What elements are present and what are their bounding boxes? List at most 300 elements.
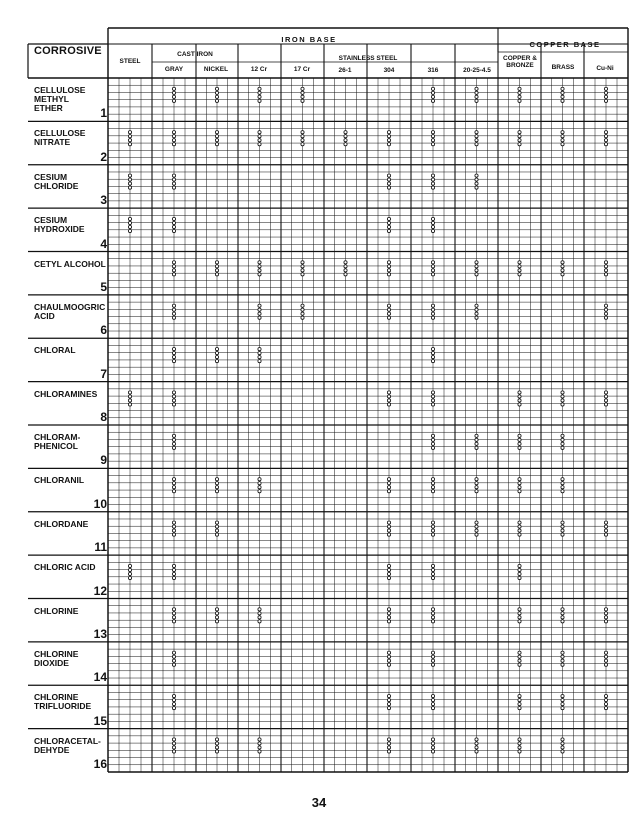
- rating-mark: [431, 659, 434, 662]
- rating-mark: [604, 312, 607, 315]
- rating-mark: [258, 273, 261, 276]
- rating-mark: [215, 486, 218, 489]
- rating-mark: [172, 95, 175, 98]
- rating-mark: [258, 612, 261, 615]
- rating-mark: [518, 269, 521, 272]
- rating-mark: [561, 521, 564, 524]
- rating-mark: [604, 395, 607, 398]
- rating-mark: [431, 178, 434, 181]
- rating-mark: [518, 702, 521, 705]
- rating-mark: [215, 359, 218, 362]
- rating-mark: [215, 746, 218, 749]
- rating-mark: [258, 139, 261, 142]
- rating-mark: [387, 131, 390, 134]
- rating-mark: [387, 186, 390, 189]
- rating-mark: [431, 572, 434, 575]
- rating-mark: [431, 702, 434, 705]
- rating-mark: [431, 135, 434, 138]
- rating-mark: [172, 399, 175, 402]
- rating-mark: [172, 351, 175, 354]
- rating-mark: [215, 143, 218, 146]
- rating-mark: [258, 99, 261, 102]
- row-label: CHLORIC ACID: [34, 562, 96, 573]
- rating-mark: [431, 304, 434, 307]
- rating-mark: [475, 135, 478, 138]
- rating-mark: [431, 131, 434, 134]
- rating-mark: [172, 482, 175, 485]
- rating-mark: [561, 95, 564, 98]
- rating-mark: [561, 143, 564, 146]
- rating-mark: [258, 486, 261, 489]
- rating-mark: [387, 399, 390, 402]
- rating-mark: [172, 186, 175, 189]
- cast-iron-header: CAST IRON: [177, 51, 213, 58]
- rating-mark: [128, 391, 131, 394]
- rating-mark: [431, 174, 434, 177]
- rating-mark: [604, 391, 607, 394]
- row-label: CHAULMOOGRIC ACID: [34, 301, 106, 321]
- rating-mark: [561, 533, 564, 536]
- rating-mark: [301, 308, 304, 311]
- rating-mark: [215, 533, 218, 536]
- rating-mark: [172, 225, 175, 228]
- rating-mark: [215, 521, 218, 524]
- rating-mark: [172, 442, 175, 445]
- rating-mark: [431, 265, 434, 268]
- rating-mark: [604, 659, 607, 662]
- rating-mark: [387, 221, 390, 224]
- rating-mark: [172, 434, 175, 437]
- rating-mark: [431, 95, 434, 98]
- rating-mark: [431, 750, 434, 753]
- rating-mark: [215, 269, 218, 272]
- rating-mark: [172, 391, 175, 394]
- row-number: 3: [100, 193, 107, 208]
- rating-mark: [387, 273, 390, 276]
- rating-mark: [172, 91, 175, 94]
- col-316-header: 316: [427, 67, 439, 74]
- rating-mark: [561, 698, 564, 701]
- rating-mark: [431, 533, 434, 536]
- rating-mark: [604, 143, 607, 146]
- row-number: 1: [100, 106, 107, 121]
- rating-mark: [172, 229, 175, 232]
- col-304-header: 304: [383, 67, 395, 74]
- rating-mark: [475, 486, 478, 489]
- rating-mark: [431, 221, 434, 224]
- row-number: 4: [100, 236, 107, 251]
- rating-mark: [431, 482, 434, 485]
- rating-mark: [387, 742, 390, 745]
- rating-mark: [344, 273, 347, 276]
- rating-mark: [128, 131, 131, 134]
- rating-mark: [604, 265, 607, 268]
- rating-mark: [344, 269, 347, 272]
- rating-mark: [604, 620, 607, 623]
- rating-mark: [258, 608, 261, 611]
- rating-mark: [561, 746, 564, 749]
- rating-mark: [258, 87, 261, 90]
- rating-mark: [172, 651, 175, 654]
- rating-mark: [128, 568, 131, 571]
- rating-mark: [475, 434, 478, 437]
- rating-mark: [128, 186, 131, 189]
- rating-mark: [258, 742, 261, 745]
- rating-mark: [518, 478, 521, 481]
- rating-mark: [431, 738, 434, 741]
- rating-mark: [561, 131, 564, 134]
- rating-mark: [431, 351, 434, 354]
- rating-mark: [475, 182, 478, 185]
- rating-mark: [387, 608, 390, 611]
- rating-mark: [431, 403, 434, 406]
- rating-mark: [387, 738, 390, 741]
- row-label: CESIUM CHLORIDE: [34, 171, 79, 191]
- rating-mark: [172, 533, 175, 536]
- rating-mark: [431, 182, 434, 185]
- rating-mark: [431, 261, 434, 264]
- rating-mark: [604, 308, 607, 311]
- rating-mark: [215, 87, 218, 90]
- rating-mark: [561, 273, 564, 276]
- rating-mark: [431, 359, 434, 362]
- rating-mark: [172, 143, 175, 146]
- rating-mark: [215, 91, 218, 94]
- rating-mark: [387, 525, 390, 528]
- rating-mark: [518, 438, 521, 441]
- rating-mark: [172, 490, 175, 493]
- rating-mark: [431, 608, 434, 611]
- rating-mark: [215, 139, 218, 142]
- rating-mark: [561, 442, 564, 445]
- rating-mark: [215, 265, 218, 268]
- rating-mark: [215, 612, 218, 615]
- rating-mark: [128, 139, 131, 142]
- rating-mark: [604, 269, 607, 272]
- rating-mark: [301, 316, 304, 319]
- row-number: 15: [93, 713, 107, 728]
- rating-mark: [475, 525, 478, 528]
- rating-mark: [128, 229, 131, 232]
- row-label: CHLORAM- PHENICOL: [34, 432, 81, 451]
- rating-mark: [431, 391, 434, 394]
- rating-mark: [518, 434, 521, 437]
- rating-mark: [301, 265, 304, 268]
- rating-mark: [172, 742, 175, 745]
- rating-mark: [475, 533, 478, 536]
- rating-mark: [301, 91, 304, 94]
- rating-mark: [518, 143, 521, 146]
- rating-mark: [172, 221, 175, 224]
- rating-mark: [128, 174, 131, 177]
- rating-mark: [387, 698, 390, 701]
- rating-mark: [604, 139, 607, 142]
- rating-mark: [518, 655, 521, 658]
- rating-mark: [475, 312, 478, 315]
- rating-mark: [561, 694, 564, 697]
- rating-mark: [387, 564, 390, 567]
- row-number: 8: [100, 410, 107, 424]
- rating-mark: [215, 478, 218, 481]
- rating-mark: [518, 659, 521, 662]
- rating-mark: [561, 399, 564, 402]
- rating-mark: [387, 651, 390, 654]
- rating-mark: [475, 478, 478, 481]
- rating-mark: [561, 87, 564, 90]
- rating-mark: [258, 482, 261, 485]
- rating-mark: [258, 261, 261, 264]
- rating-mark: [431, 742, 434, 745]
- rating-mark: [475, 438, 478, 441]
- rating-mark: [172, 174, 175, 177]
- row-label: CHLORAL: [34, 345, 76, 356]
- rating-mark: [431, 229, 434, 232]
- rating-mark: [301, 87, 304, 90]
- rating-mark: [475, 746, 478, 749]
- rating-mark: [475, 316, 478, 319]
- row-number: 13: [93, 626, 107, 641]
- rating-mark: [561, 750, 564, 753]
- rating-mark: [561, 269, 564, 272]
- rating-mark: [475, 446, 478, 449]
- rating-mark: [475, 742, 478, 745]
- rating-mark: [301, 312, 304, 315]
- rating-mark: [258, 91, 261, 94]
- rating-mark: [387, 269, 390, 272]
- col-copper-bronze-header: COPPER & BRONZE: [503, 55, 537, 70]
- rating-mark: [215, 99, 218, 102]
- rating-mark: [215, 750, 218, 753]
- rating-mark: [128, 576, 131, 579]
- rating-mark: [604, 131, 607, 134]
- rating-mark: [172, 521, 175, 524]
- rating-mark: [387, 750, 390, 753]
- rating-mark: [172, 261, 175, 264]
- rating-mark: [431, 143, 434, 146]
- rating-mark: [387, 620, 390, 623]
- rating-mark: [561, 99, 564, 102]
- rating-mark: [258, 304, 261, 307]
- rating-mark: [518, 486, 521, 489]
- rating-mark: [431, 312, 434, 315]
- rating-mark: [561, 265, 564, 268]
- rating-mark: [128, 221, 131, 224]
- rating-mark: [258, 312, 261, 315]
- rating-mark: [172, 694, 175, 697]
- rating-mark: [518, 612, 521, 615]
- rating-mark: [518, 139, 521, 142]
- rating-mark: [258, 308, 261, 311]
- rating-mark: [215, 355, 218, 358]
- rating-mark: [387, 312, 390, 315]
- rating-mark: [431, 347, 434, 350]
- row-number: 7: [100, 366, 107, 381]
- rating-mark: [172, 87, 175, 90]
- rating-mark: [258, 355, 261, 358]
- rating-mark: [128, 225, 131, 228]
- rating-mark: [258, 490, 261, 493]
- rating-mark: [431, 186, 434, 189]
- rating-mark: [387, 395, 390, 398]
- rating-mark: [604, 698, 607, 701]
- col-12cr-header: 12 Cr: [250, 66, 268, 73]
- rating-mark: [431, 316, 434, 319]
- rating-mark: [604, 608, 607, 611]
- rating-mark: [215, 273, 218, 276]
- rating-mark: [518, 265, 521, 268]
- rating-mark: [561, 742, 564, 745]
- copper-base-header: COPPER BASE: [529, 40, 601, 49]
- rating-mark: [518, 564, 521, 567]
- rating-mark: [387, 265, 390, 268]
- rating-mark: [431, 616, 434, 619]
- rating-mark: [561, 738, 564, 741]
- rating-mark: [518, 261, 521, 264]
- rating-mark: [431, 746, 434, 749]
- rating-mark: [431, 225, 434, 228]
- rating-mark: [172, 178, 175, 181]
- rating-mark: [431, 442, 434, 445]
- rating-mark: [518, 442, 521, 445]
- rating-mark: [604, 95, 607, 98]
- rating-mark: [604, 91, 607, 94]
- col-cuni-header: Cu-Ni: [596, 65, 614, 72]
- rating-mark: [431, 217, 434, 220]
- rating-mark: [387, 612, 390, 615]
- rating-mark: [301, 273, 304, 276]
- rating-mark: [258, 616, 261, 619]
- rating-mark: [387, 225, 390, 228]
- rating-mark: [431, 663, 434, 666]
- rating-mark: [172, 182, 175, 185]
- rating-mark: [172, 347, 175, 350]
- rating-mark: [387, 655, 390, 658]
- rating-mark: [604, 261, 607, 264]
- rating-mark: [215, 608, 218, 611]
- rating-mark: [128, 403, 131, 406]
- rating-mark: [561, 261, 564, 264]
- rating-mark: [215, 482, 218, 485]
- col-steel-header: STEEL: [119, 58, 141, 65]
- rating-mark: [561, 651, 564, 654]
- rating-mark: [561, 395, 564, 398]
- rating-mark: [387, 694, 390, 697]
- rating-mark: [475, 269, 478, 272]
- rating-mark: [431, 706, 434, 709]
- rating-mark: [172, 486, 175, 489]
- rating-mark: [258, 265, 261, 268]
- rating-mark: [172, 217, 175, 220]
- rating-mark: [258, 750, 261, 753]
- rating-mark: [387, 486, 390, 489]
- rating-mark: [387, 572, 390, 575]
- rating-mark: [518, 694, 521, 697]
- rating-mark: [128, 564, 131, 567]
- rating-mark: [387, 576, 390, 579]
- rating-mark: [128, 399, 131, 402]
- rating-mark: [475, 490, 478, 493]
- rating-mark: [518, 482, 521, 485]
- rating-mark: [301, 99, 304, 102]
- rating-mark: [561, 702, 564, 705]
- rating-mark: [431, 269, 434, 272]
- rating-mark: [561, 438, 564, 441]
- rating-mark: [172, 576, 175, 579]
- rating-mark: [518, 87, 521, 90]
- rating-mark: [518, 91, 521, 94]
- rating-mark: [431, 576, 434, 579]
- rating-mark: [258, 478, 261, 481]
- rating-mark: [172, 304, 175, 307]
- rating-mark: [561, 706, 564, 709]
- col-20-25-header: 20-25-4.5: [463, 67, 491, 74]
- rating-mark: [215, 616, 218, 619]
- rating-mark: [475, 186, 478, 189]
- rating-mark: [344, 135, 347, 138]
- rating-mark: [431, 564, 434, 567]
- row-label: CHLORACETAL- DEHYDE: [34, 735, 101, 755]
- rating-mark: [215, 620, 218, 623]
- rating-mark: [604, 616, 607, 619]
- rating-mark: [387, 143, 390, 146]
- rating-mark: [431, 478, 434, 481]
- rating-mark: [561, 529, 564, 532]
- page-number: 34: [311, 795, 327, 810]
- rating-mark: [475, 482, 478, 485]
- rating-mark: [475, 99, 478, 102]
- rating-mark: [128, 395, 131, 398]
- rating-mark: [604, 702, 607, 705]
- rating-mark: [128, 182, 131, 185]
- rating-mark: [431, 438, 434, 441]
- row-number: 14: [93, 670, 107, 685]
- rating-mark: [561, 434, 564, 437]
- rating-mark: [475, 738, 478, 741]
- rating-mark: [387, 174, 390, 177]
- rating-mark: [431, 529, 434, 532]
- rating-mark: [561, 135, 564, 138]
- rating-mark: [128, 143, 131, 146]
- rating-mark: [561, 482, 564, 485]
- rating-mark: [387, 178, 390, 181]
- rating-mark: [172, 273, 175, 276]
- rating-mark: [172, 608, 175, 611]
- rating-mark: [431, 525, 434, 528]
- rating-mark: [431, 446, 434, 449]
- rating-mark: [518, 533, 521, 536]
- rating-mark: [431, 694, 434, 697]
- rating-mark: [387, 391, 390, 394]
- rating-mark: [172, 612, 175, 615]
- rating-mark: [301, 135, 304, 138]
- rating-mark: [172, 308, 175, 311]
- rating-mark: [518, 616, 521, 619]
- rating-mark: [387, 706, 390, 709]
- rating-mark: [561, 446, 564, 449]
- rating-mark: [518, 135, 521, 138]
- rating-mark: [258, 738, 261, 741]
- rating-mark: [172, 659, 175, 662]
- rating-mark: [604, 87, 607, 90]
- rating-mark: [518, 131, 521, 134]
- rating-mark: [604, 521, 607, 524]
- corrosive-heading: CORROSIVE: [34, 45, 102, 57]
- rating-mark: [431, 273, 434, 276]
- rating-mark: [431, 87, 434, 90]
- rating-mark: [172, 702, 175, 705]
- rating-mark: [215, 131, 218, 134]
- rating-mark: [431, 568, 434, 571]
